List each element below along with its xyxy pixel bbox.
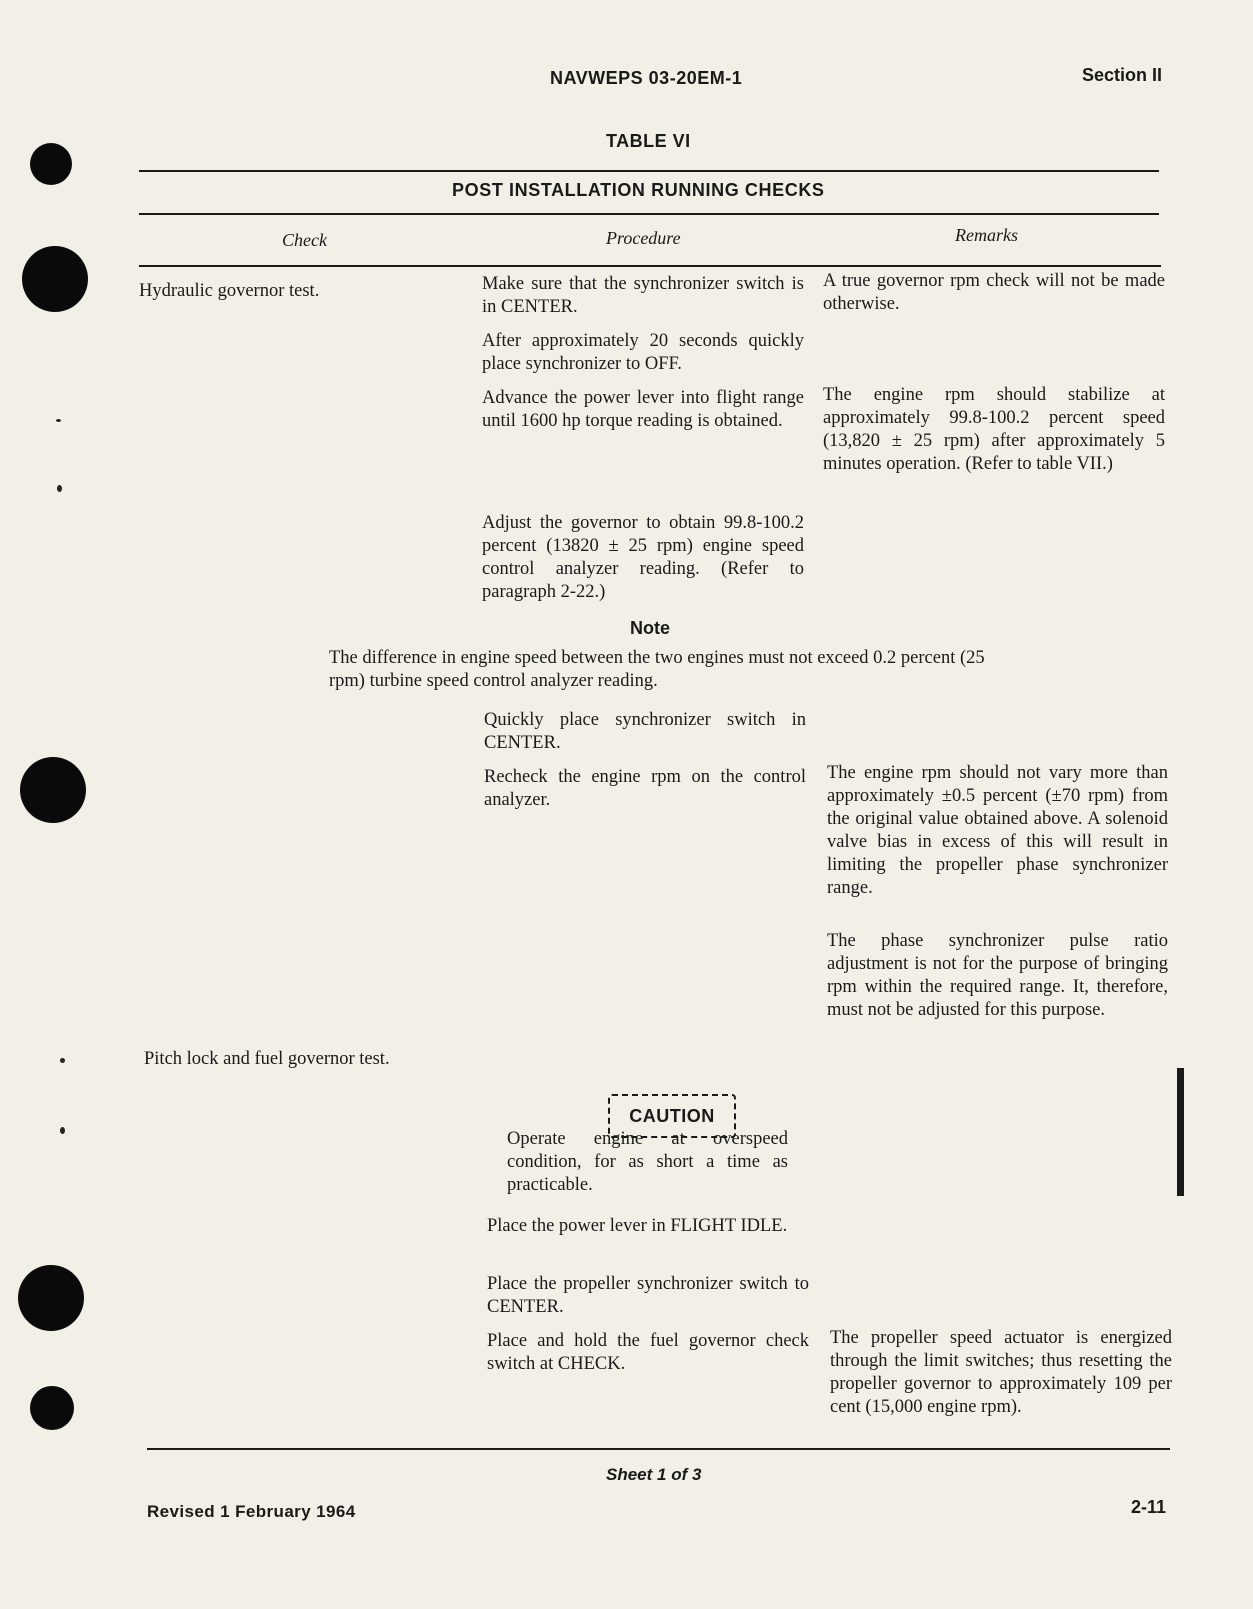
header-rule — [139, 265, 1161, 267]
binder-hole — [22, 246, 88, 312]
procedure-step: Place the power lever in FLIGHT IDLE. — [487, 1216, 788, 1236]
title-rule — [139, 213, 1159, 215]
procedure-step: Place the propeller synchronizer switch to CENTER. — [487, 1274, 809, 1317]
check-item: Hydraulic governor test. — [139, 281, 320, 301]
section-label: Section II — [1082, 65, 1163, 85]
procedure-step: Quickly place synchronizer switch in CENTER. — [484, 710, 806, 753]
speck — [57, 485, 62, 492]
procedure-step: Place and hold the fuel governor check switch at CHECK. — [487, 1331, 809, 1374]
caution-text: Operate engine at overspeed condition, for as short a time as practicable. — [507, 1129, 788, 1195]
binder-hole — [30, 1386, 74, 1430]
binder-hole — [18, 1265, 84, 1331]
binder-hole — [30, 143, 72, 185]
speck — [60, 1127, 65, 1134]
sheet-indicator: Sheet 1 of 3 — [606, 1465, 702, 1484]
procedure-step: Adjust the governor to obtain 99.8-100.2 percent (13820 ± 25 rpm) engine speed control analyzer reading. (Refer to paragraph 2-22.) — [482, 513, 804, 602]
remark-text: The phase synchronizer pulse ratio adjustment is not for the purpose of bringing rpm within the required range. It, therefore, must not be adjusted for this purpose. — [827, 931, 1168, 1020]
revision-date: Revised 1 February 1964 — [147, 1502, 356, 1521]
note-label: Note — [630, 618, 670, 638]
note-text: The difference in engine speed between the two engines must not exceed 0.2 percent (25 rpm) turbine speed control analyzer reading. — [329, 648, 985, 691]
column-header-remarks: Remarks — [955, 225, 1018, 245]
procedure-step: Advance the power lever into flight range until 1600 hp torque reading is obtained. — [482, 388, 804, 431]
document-number: NAVWEPS 03-20EM-1 — [550, 68, 743, 88]
column-header-check: Check — [282, 230, 327, 250]
remark-text: The propeller speed actuator is energized through the limit switches; thus resetting the propeller governor to approximately 109 per cent (15,000 engine rpm). — [830, 1328, 1172, 1417]
column-header-procedure: Procedure — [606, 228, 681, 248]
check-item: Pitch lock and fuel governor test. — [144, 1049, 390, 1069]
table-title: POST INSTALLATION RUNNING CHECKS — [452, 180, 825, 200]
speck — [60, 1058, 65, 1063]
remark-text: A true governor rpm check will not be made otherwise. — [823, 271, 1165, 314]
change-bar — [1177, 1068, 1184, 1196]
remark-text: The engine rpm should stabilize at approximately 99.8-100.2 percent speed (13,820 ± 25 rpm) after approximately 5 minutes operation. (Refer to table VII.) — [823, 385, 1165, 474]
binder-hole — [20, 757, 86, 823]
table-top-rule — [139, 170, 1159, 172]
page-number: 2-11 — [1131, 1497, 1167, 1517]
procedure-step: Make sure that the synchronizer switch is in CENTER. — [482, 274, 804, 317]
caution-label: CAUTION — [629, 1105, 715, 1126]
table-number: TABLE VI — [606, 131, 691, 151]
procedure-step: After approximately 20 seconds quickly place synchronizer to OFF. — [482, 331, 804, 374]
remark-text: The engine rpm should not vary more than approximately ±0.5 percent (±70 rpm) from the original value obtained above. A solenoid valve bias in excess of this will result in limiting the propeller phase synchronizer range. — [827, 763, 1168, 898]
procedure-step: Recheck the engine rpm on the control analyzer. — [484, 767, 806, 810]
speck — [56, 419, 61, 422]
table-bottom-rule — [147, 1448, 1170, 1450]
